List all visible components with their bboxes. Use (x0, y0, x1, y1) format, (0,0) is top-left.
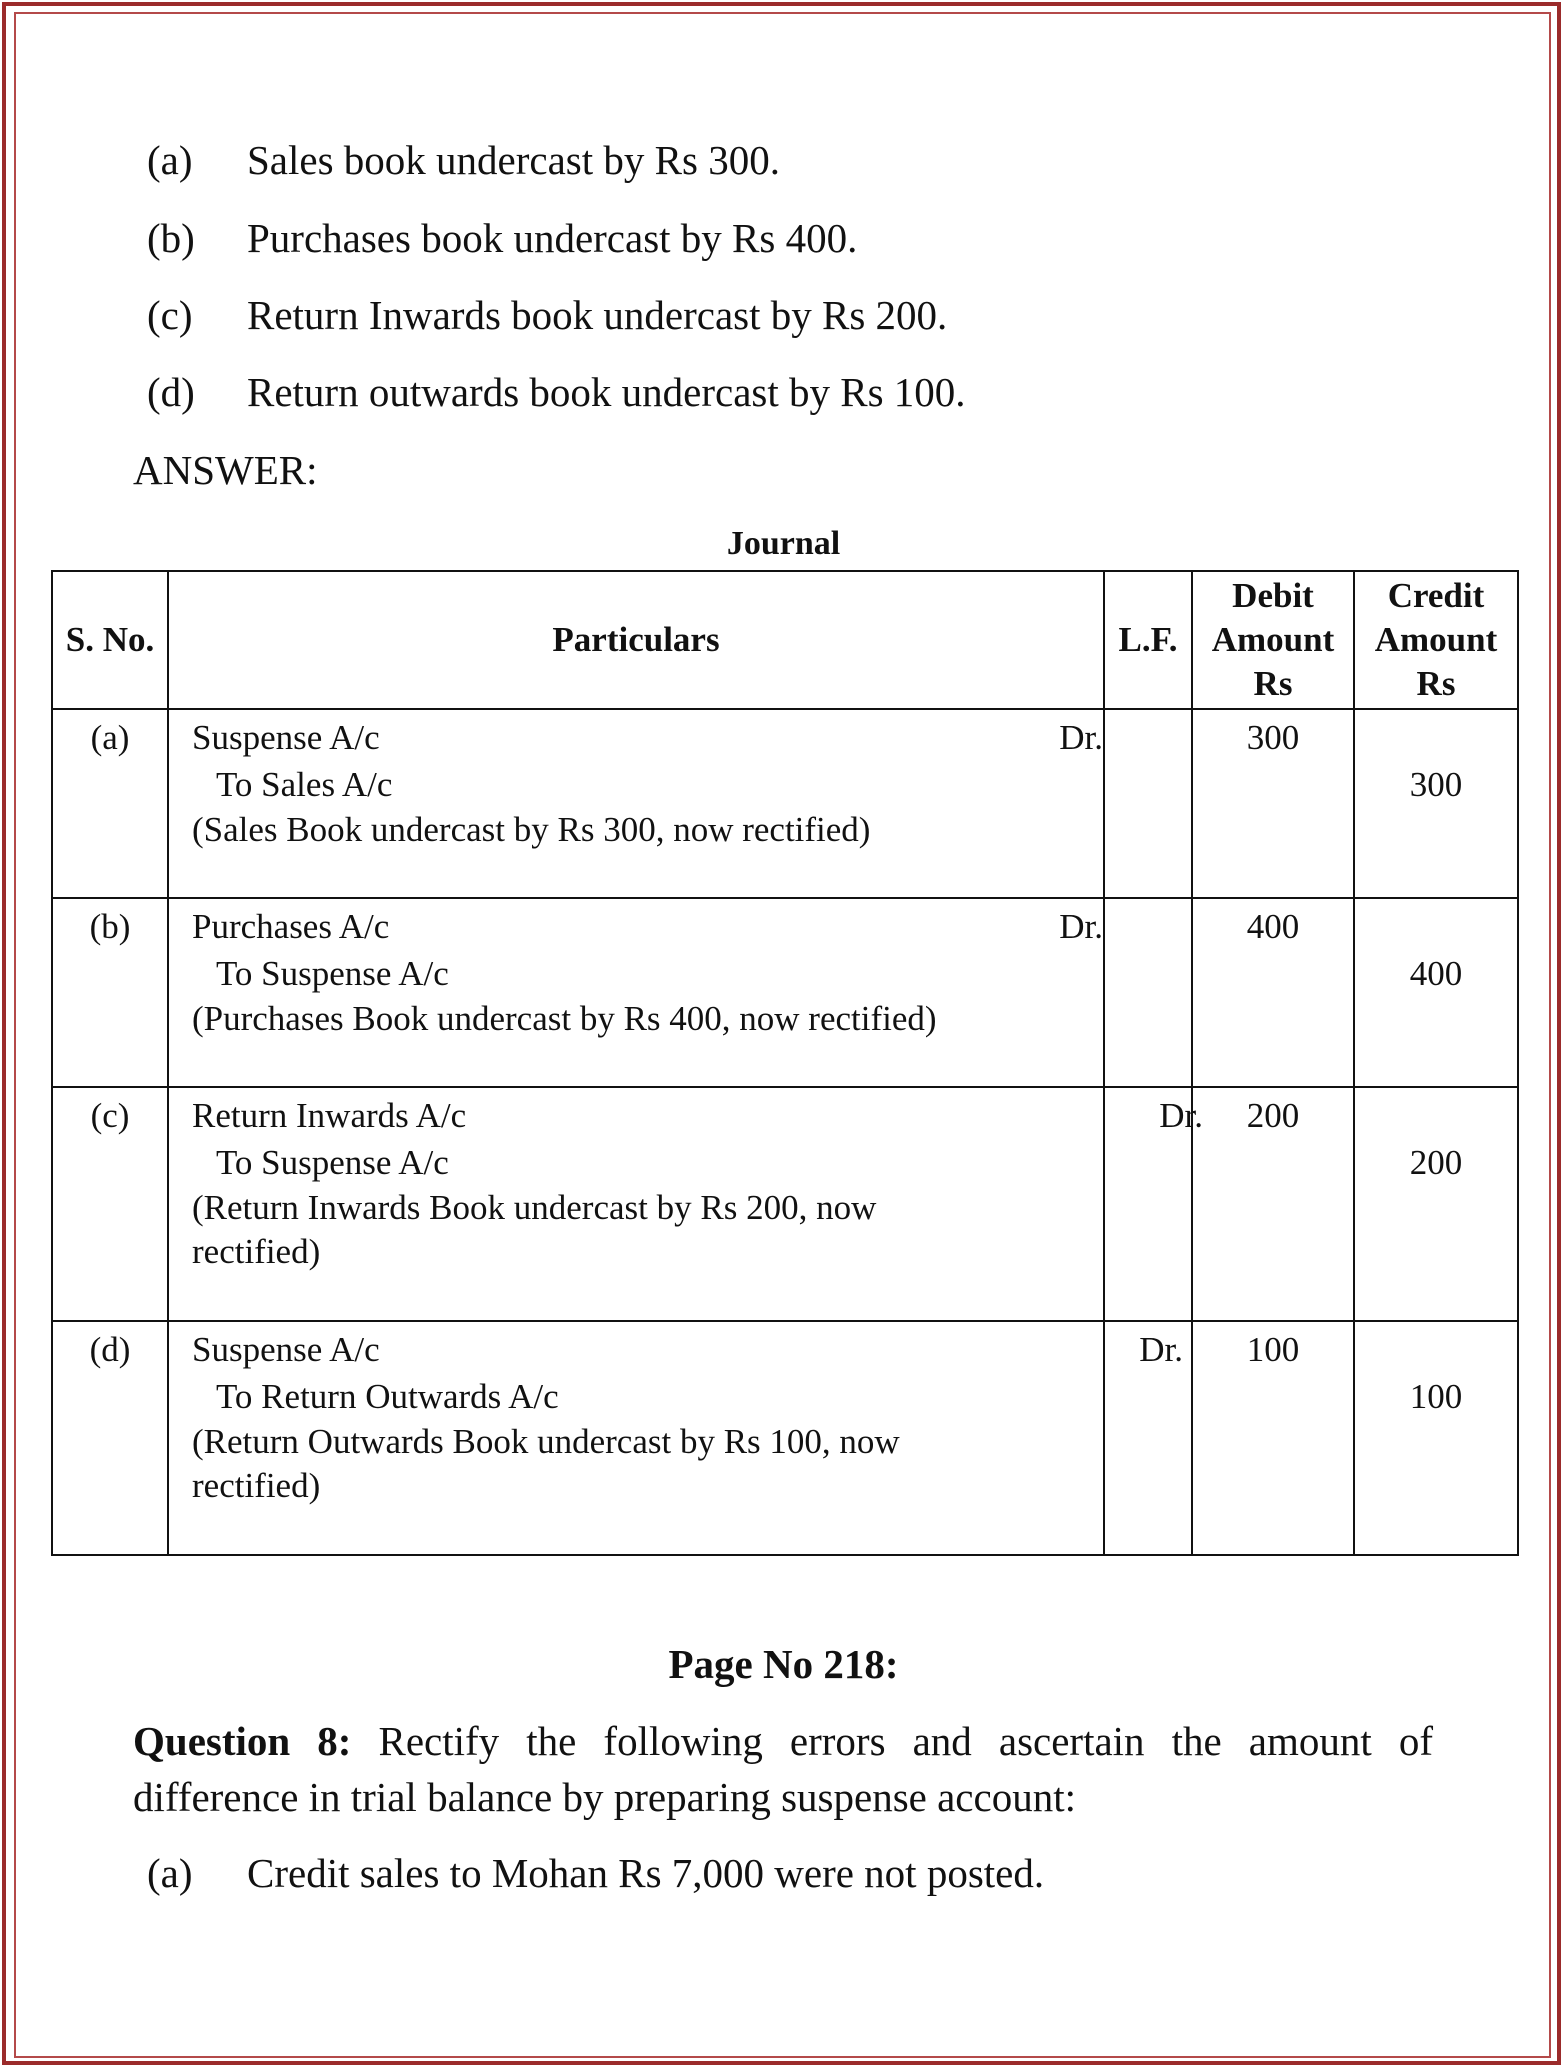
error-item-text: Purchases book undercast by Rs 400. (247, 215, 858, 261)
entry-debit-amount: 200 (1246, 1096, 1300, 1135)
entry-debit-account: Suspense A/c (192, 1330, 380, 1369)
entry-particulars (168, 1321, 1183, 1555)
entry-credit-amount: 300 (1409, 765, 1463, 804)
entry-lf (1104, 709, 1192, 898)
error-item-label: (d) (147, 369, 195, 415)
entry-debit-account: Suspense A/c (192, 718, 380, 757)
entry-lf (1104, 898, 1192, 1087)
error-item-label: (c) (147, 292, 193, 338)
journal-header-row (52, 571, 1518, 709)
entry-narration: (Purchases Book undercast by Rs 400, now rectified) (192, 999, 937, 1038)
entry-debit-amount: 300 (1246, 718, 1300, 757)
journal-entry-row (52, 709, 1518, 898)
entry-credit-amount: 100 (1409, 1377, 1463, 1416)
entry-credit-account: To Sales A/c (216, 765, 393, 804)
header-credit-line2: Amount (1374, 620, 1498, 659)
entry-credit-cell (1354, 709, 1518, 898)
entry-particulars (168, 709, 1104, 898)
error-item-text: Return Inwards book undercast by Rs 200. (247, 292, 948, 338)
error-item-label: (b) (147, 215, 195, 261)
header-particulars: Particulars (168, 571, 1104, 709)
entry-narration: (Return Inwards Book undercast by Rs 200, now rectified) (192, 1188, 877, 1271)
header-sno: S. No. (52, 571, 168, 709)
entry-sno-text: (c) (90, 1096, 130, 1135)
entry-credit-cell (1354, 1321, 1518, 1555)
entry-sno (52, 1321, 168, 1555)
entry-narration: (Sales Book undercast by Rs 300, now rectified) (192, 810, 871, 849)
question-item-text: Credit sales to Mohan Rs 7,000 were not posted. (247, 1850, 1045, 1896)
entry-credit-amount: 200 (1409, 1143, 1463, 1182)
journal-entry-row (52, 898, 1518, 1087)
entry-debit-amount: 100 (1246, 1330, 1300, 1369)
journal-entry-row (52, 1087, 1518, 1321)
entry-credit-cell (1354, 1087, 1518, 1321)
entry-dr-marker: Dr. (1059, 718, 1103, 757)
header-credit-amount (1354, 571, 1518, 709)
error-item-text: Sales book undercast by Rs 300. (247, 137, 780, 183)
question-text: Rectify the following errors and ascertain the amount of difference in trial balance by preparing suspense account: (133, 1718, 1433, 1820)
error-item-text: Return outwards book undercast by Rs 100. (247, 369, 966, 415)
entry-sno-text: (d) (89, 1330, 131, 1369)
header-lf: L.F. (1104, 571, 1192, 709)
entry-dr-marker: Dr. (1159, 1096, 1203, 1135)
entry-sno (52, 1087, 168, 1321)
header-debit-amount (1192, 571, 1354, 709)
entry-debit-account: Return Inwards A/c (192, 1096, 467, 1135)
question-item-label: (a) (147, 1850, 193, 1896)
entry-dr-marker: Dr. (1139, 1330, 1183, 1369)
entry-dr-marker: Dr. (1059, 907, 1103, 946)
header-debit-line1: Debit (1232, 576, 1314, 615)
header-credit-line3: Rs (1416, 664, 1456, 703)
entry-narration: (Return Outwards Book undercast by Rs 100, now rectified) (192, 1422, 900, 1505)
entry-sno-text: (a) (90, 718, 130, 757)
entry-sno-text: (b) (89, 907, 131, 946)
header-credit-line1: Credit (1387, 576, 1485, 615)
page-number-heading: Page No 218: (668, 1641, 899, 1687)
question-8 (133, 1713, 1433, 1825)
entry-sno (52, 709, 168, 898)
entry-credit-account: To Suspense A/c (216, 1143, 449, 1182)
question-label: Question 8: (133, 1718, 352, 1764)
journal-entry-row (52, 1321, 1518, 1555)
error-item-label: (a) (147, 137, 193, 183)
entry-debit-cell (1192, 898, 1354, 1087)
answer-heading: ANSWER: (133, 447, 318, 493)
entry-credit-account: To Suspense A/c (216, 954, 449, 993)
entry-credit-amount: 400 (1409, 954, 1463, 993)
entry-debit-cell (1192, 1087, 1354, 1321)
entry-debit-cell (1192, 1321, 1354, 1555)
entry-debit-account: Purchases A/c (192, 907, 390, 946)
entry-particulars (168, 898, 1104, 1087)
entry-particulars (168, 1087, 1203, 1321)
entry-sno (52, 898, 168, 1087)
entry-credit-cell (1354, 898, 1518, 1087)
journal-table (51, 570, 1519, 1556)
header-debit-line3: Rs (1253, 664, 1293, 703)
entry-credit-account: To Return Outwards A/c (216, 1377, 559, 1416)
entry-debit-cell (1192, 709, 1354, 898)
journal-title: Journal (726, 525, 841, 562)
entry-debit-amount: 400 (1246, 907, 1300, 946)
header-debit-line2: Amount (1211, 620, 1335, 659)
